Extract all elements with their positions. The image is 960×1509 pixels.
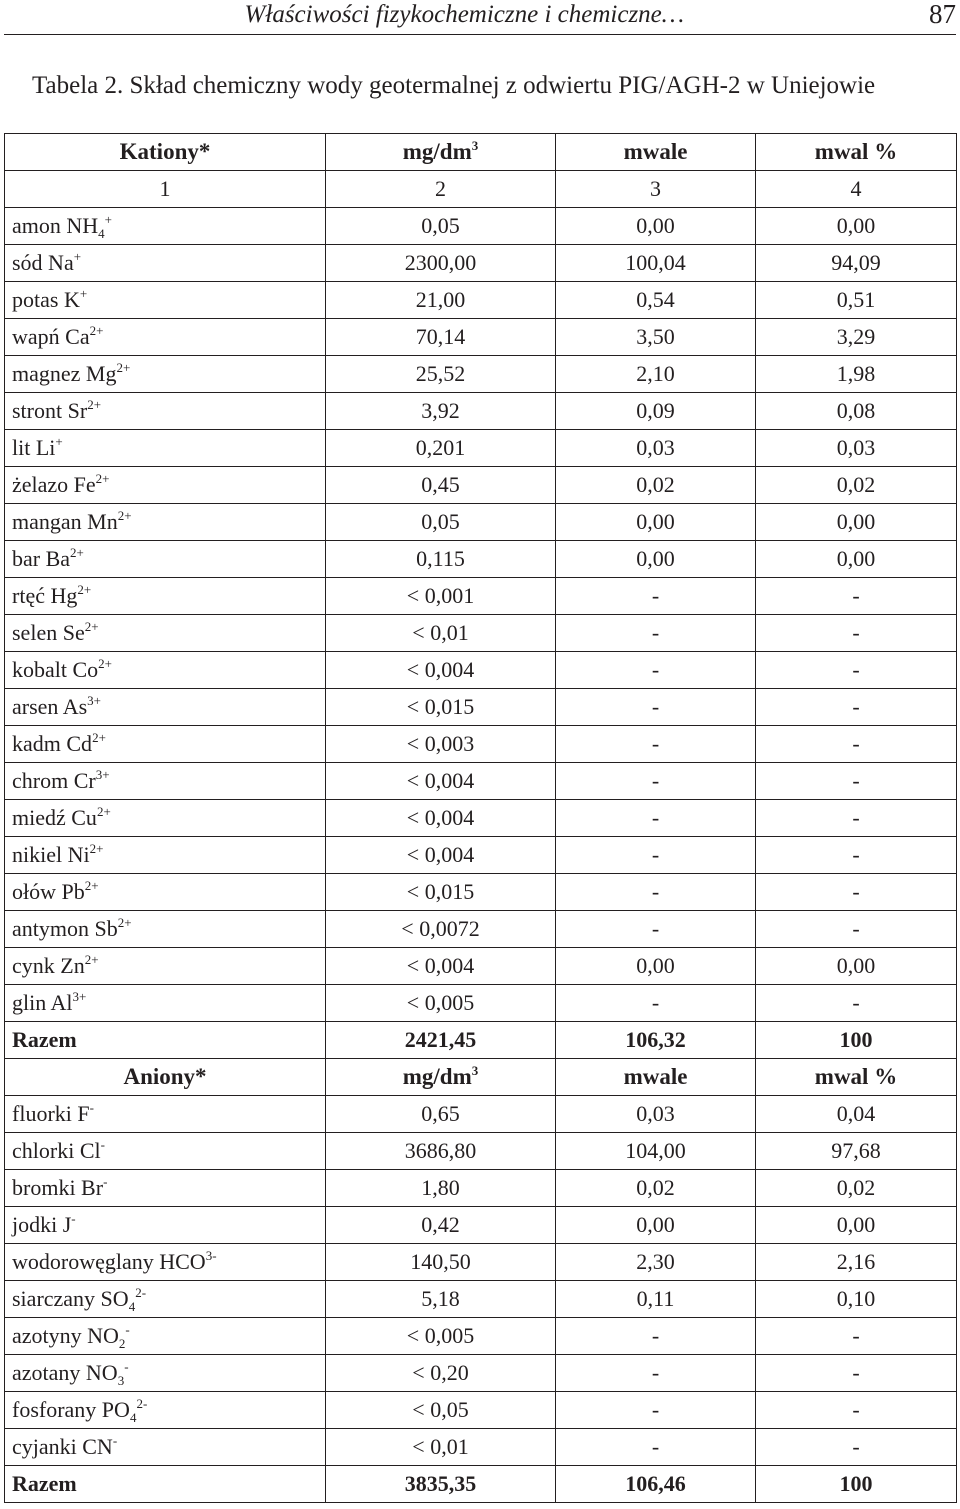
ion-subscript: 2	[118, 1336, 126, 1351]
mwal-percent-value: -	[756, 1392, 957, 1429]
mg-value: < 0,01	[326, 1429, 556, 1466]
column-number: 2	[326, 171, 556, 208]
ion-name-cell	[5, 1244, 326, 1281]
ion-name-cell	[5, 393, 326, 430]
ion-charge: 3-	[205, 1248, 217, 1263]
mg-value: < 0,05	[326, 1392, 556, 1429]
ion-name: żelazo Fe	[12, 472, 96, 497]
ion-charge: 2+	[117, 915, 132, 930]
anions-total-row	[5, 1466, 957, 1503]
ion-name-cell	[5, 282, 326, 319]
column-number-row	[5, 171, 957, 208]
mwal-percent-value: -	[756, 837, 957, 874]
ion-charge: -	[125, 1322, 130, 1337]
ion-name: lit Li	[12, 435, 56, 460]
chemical-composition-table	[4, 133, 957, 1503]
ion-name: siarczany SO	[12, 1286, 129, 1311]
table-row	[5, 282, 957, 319]
ion-charge: 2+	[117, 508, 132, 523]
ion-name: glin Al	[12, 990, 73, 1015]
cations-header-row	[5, 134, 957, 171]
ion-name-cell	[5, 356, 326, 393]
ion-charge: 2+	[84, 952, 99, 967]
total-mg: 2421,45	[326, 1022, 556, 1059]
table-body	[5, 134, 957, 1503]
ion-name: wapń Ca	[12, 324, 90, 349]
ion-name-cell	[5, 578, 326, 615]
ion-name: mangan Mn	[12, 509, 118, 534]
table-row	[5, 615, 957, 652]
total-mwale: 106,46	[556, 1466, 756, 1503]
ion-name: chrom Cr	[12, 768, 96, 793]
page-number: 87	[929, 0, 956, 29]
mwal-percent-value: 2,16	[756, 1244, 957, 1281]
ion-name-cell	[5, 208, 326, 245]
table-row	[5, 948, 957, 985]
ion-name-cell	[5, 1355, 326, 1392]
ion-name-cell	[5, 1392, 326, 1429]
mwal-percent-value: 0,00	[756, 208, 957, 245]
ion-name: rtęć Hg	[12, 583, 78, 608]
mwal-percent-header: mwal %	[756, 134, 957, 171]
ion-charge: -	[103, 1174, 108, 1189]
ion-charge: -	[71, 1211, 76, 1226]
table-caption: Tabela 2. Skład chemiczny wody geotermalnej z odwiertu PIG/AGH-2 w Uniejowie	[32, 72, 876, 99]
ion-name: arsen As	[12, 694, 88, 719]
mg-header-label: mg/dm	[402, 139, 472, 164]
mwale-value: 0,03	[556, 1096, 756, 1133]
ion-name-cell	[5, 837, 326, 874]
ion-name-cell	[5, 541, 326, 578]
ion-charge: 2+	[92, 730, 106, 745]
anions-header-row	[5, 1059, 957, 1096]
mg-header-exponent: 3	[471, 1063, 479, 1078]
mwale-header: mwale	[556, 1059, 756, 1096]
mwal-percent-value: 0,03	[756, 430, 957, 467]
ion-name-cell	[5, 689, 326, 726]
mwal-percent-value: 0,08	[756, 393, 957, 430]
ion-name: amon NH	[12, 213, 99, 238]
ion-charge: 2+	[84, 878, 99, 893]
mg-value: 0,65	[326, 1096, 556, 1133]
mg-value: 0,201	[326, 430, 556, 467]
table-row	[5, 837, 957, 874]
mwale-value: 3,50	[556, 319, 756, 356]
ion-name: nikiel Ni	[12, 842, 90, 867]
mwale-value: -	[556, 800, 756, 837]
table-row	[5, 985, 957, 1022]
mg-value: < 0,004	[326, 652, 556, 689]
mg-header-label: mg/dm	[402, 1064, 472, 1089]
ion-name: azotyny NO	[12, 1323, 119, 1348]
table-row	[5, 1429, 957, 1466]
table-row	[5, 245, 957, 282]
mg-value: 3686,80	[326, 1133, 556, 1170]
mwale-value: -	[556, 1429, 756, 1466]
mg-value: 2300,00	[326, 245, 556, 282]
ion-name-cell	[5, 1207, 326, 1244]
mwale-value: -	[556, 578, 756, 615]
ion-charge: +	[79, 286, 88, 301]
ion-subscript: 4	[128, 1299, 136, 1314]
mwal-percent-value: 0,00	[756, 948, 957, 985]
mwal-percent-value: 97,68	[756, 1133, 957, 1170]
table-row	[5, 726, 957, 763]
mg-value: < 0,003	[326, 726, 556, 763]
ion-name-cell	[5, 1318, 326, 1355]
table-row	[5, 208, 957, 245]
ion-name: stront Sr	[12, 398, 88, 423]
column-number: 4	[756, 171, 957, 208]
mwal-percent-value: -	[756, 800, 957, 837]
ion-name-cell	[5, 245, 326, 282]
mwal-percent-value: -	[756, 689, 957, 726]
mg-value: 0,05	[326, 208, 556, 245]
ion-charge: 2+	[95, 471, 110, 486]
ion-name: magnez Mg	[12, 361, 117, 386]
mwale-header: mwale	[556, 134, 756, 171]
mg-value: < 0,015	[326, 874, 556, 911]
mwale-value: -	[556, 652, 756, 689]
mwale-value: -	[556, 985, 756, 1022]
ion-name-cell	[5, 1096, 326, 1133]
ion-name: cyjanki CN	[12, 1434, 113, 1459]
total-label: Razem	[5, 1466, 326, 1503]
mwal-percent-value: -	[756, 615, 957, 652]
mg-value: 21,00	[326, 282, 556, 319]
mwal-percent-value: -	[756, 578, 957, 615]
table-row	[5, 393, 957, 430]
cations-header: Kationy*	[5, 134, 326, 171]
running-title: Właściwości fizykochemiczne i chemiczne…	[244, 1, 684, 28]
column-number: 1	[5, 171, 326, 208]
mwale-value: -	[556, 1392, 756, 1429]
ion-charge: -	[89, 1100, 94, 1115]
table-row	[5, 1318, 957, 1355]
mwale-value: -	[556, 615, 756, 652]
mwal-percent-value: 94,09	[756, 245, 957, 282]
total-mwal-percent: 100	[756, 1022, 957, 1059]
ion-charge: 2+	[84, 619, 99, 634]
mwal-percent-value: -	[756, 874, 957, 911]
mwal-percent-value: 0,10	[756, 1281, 957, 1318]
mwale-value: 0,03	[556, 430, 756, 467]
mwal-percent-value: -	[756, 726, 957, 763]
ion-name: kadm Cd	[12, 731, 93, 756]
ion-charge: -	[112, 1433, 118, 1448]
mg-value: < 0,004	[326, 763, 556, 800]
ion-subscript: 4	[129, 1410, 137, 1425]
mg-header	[326, 1059, 556, 1096]
mwale-value: -	[556, 837, 756, 874]
ion-name-cell	[5, 1429, 326, 1466]
ion-subscript: 3	[117, 1373, 125, 1388]
ion-name: kobalt Co	[12, 657, 99, 682]
ion-name-cell	[5, 874, 326, 911]
ion-charge: 2+	[89, 323, 104, 338]
mg-value: < 0,015	[326, 689, 556, 726]
mwale-value: 0,02	[556, 1170, 756, 1207]
mwale-value: -	[556, 874, 756, 911]
ion-subscript: 4	[98, 226, 105, 241]
ion-name: jodki J	[12, 1212, 72, 1237]
ion-name-cell	[5, 615, 326, 652]
ion-charge: +	[55, 434, 63, 449]
table-row	[5, 319, 957, 356]
mwale-value: -	[556, 726, 756, 763]
ion-charge: +	[104, 212, 112, 227]
ion-name: cynk Zn	[12, 953, 85, 978]
mwal-percent-value: 0,00	[756, 1207, 957, 1244]
mwale-value: -	[556, 689, 756, 726]
ion-name: azotany NO	[12, 1360, 118, 1385]
mwale-value: 0,00	[556, 208, 756, 245]
mwal-percent-value: -	[756, 763, 957, 800]
ion-charge: 2+	[116, 360, 131, 375]
table-row	[5, 1244, 957, 1281]
total-mwale: 106,32	[556, 1022, 756, 1059]
cations-total-row	[5, 1022, 957, 1059]
ion-name: sód Na	[12, 250, 74, 275]
anions-header: Aniony*	[5, 1059, 326, 1096]
mg-value: 70,14	[326, 319, 556, 356]
mwal-percent-value: -	[756, 985, 957, 1022]
mg-value: < 0,001	[326, 578, 556, 615]
mwal-percent-value: 0,00	[756, 504, 957, 541]
running-header	[4, 0, 956, 35]
mg-value: < 0,01	[326, 615, 556, 652]
table-row	[5, 1096, 957, 1133]
mwale-value: 0,00	[556, 948, 756, 985]
ion-name-cell	[5, 948, 326, 985]
mwal-percent-value: -	[756, 1355, 957, 1392]
ion-charge: 3+	[95, 767, 110, 782]
mwale-value: 2,10	[556, 356, 756, 393]
mg-header-exponent: 3	[471, 138, 479, 153]
table-row	[5, 1207, 957, 1244]
mwal-percent-value: 0,00	[756, 541, 957, 578]
mwal-percent-value: -	[756, 1429, 957, 1466]
ion-name: bromki Br	[12, 1175, 104, 1200]
mg-value: 0,42	[326, 1207, 556, 1244]
ion-name-cell	[5, 504, 326, 541]
ion-charge: 2+	[87, 397, 102, 412]
mg-value: 140,50	[326, 1244, 556, 1281]
mg-value: 5,18	[326, 1281, 556, 1318]
mwale-value: 0,00	[556, 541, 756, 578]
ion-name-cell	[5, 1170, 326, 1207]
mg-value: < 0,0072	[326, 911, 556, 948]
table-row	[5, 541, 957, 578]
ion-name: bar Ba	[12, 546, 71, 571]
ion-charge: -	[124, 1359, 129, 1374]
mg-value: 3,92	[326, 393, 556, 430]
ion-charge: 2+	[98, 656, 113, 671]
ion-name: chlorki Cl	[12, 1138, 101, 1163]
ion-name-cell	[5, 467, 326, 504]
mwale-value: -	[556, 911, 756, 948]
mg-value: 0,115	[326, 541, 556, 578]
ion-charge: 2+	[89, 841, 104, 856]
ion-name-cell	[5, 652, 326, 689]
mwal-percent-value: 3,29	[756, 319, 957, 356]
mwal-percent-value: -	[756, 911, 957, 948]
ion-name-cell	[5, 1281, 326, 1318]
table-row	[5, 504, 957, 541]
table-row	[5, 578, 957, 615]
ion-name: fluorki F	[12, 1101, 90, 1126]
table-row	[5, 1281, 957, 1318]
total-label: Razem	[5, 1022, 326, 1059]
mwale-value: 0,54	[556, 282, 756, 319]
mwal-percent-value: 1,98	[756, 356, 957, 393]
table-row	[5, 763, 957, 800]
ion-name: antymon Sb	[12, 916, 118, 941]
mg-header	[326, 134, 556, 171]
table-row	[5, 430, 957, 467]
table-row	[5, 874, 957, 911]
column-number: 3	[556, 171, 756, 208]
ion-name: miedź Cu	[12, 805, 97, 830]
mwale-value: -	[556, 763, 756, 800]
ion-charge: 3+	[87, 693, 101, 708]
mg-value: 0,45	[326, 467, 556, 504]
mg-value: < 0,004	[326, 837, 556, 874]
mg-value: 0,05	[326, 504, 556, 541]
mwale-value: 0,02	[556, 467, 756, 504]
ion-name: wodorowęglany HCO	[12, 1249, 206, 1274]
ion-name-cell	[5, 763, 326, 800]
ion-name-cell	[5, 911, 326, 948]
ion-name-cell	[5, 1133, 326, 1170]
table-row	[5, 1133, 957, 1170]
ion-name-cell	[5, 319, 326, 356]
mwal-percent-value: -	[756, 652, 957, 689]
ion-name: ołów Pb	[12, 879, 85, 904]
table-row	[5, 467, 957, 504]
mg-value: < 0,005	[326, 985, 556, 1022]
ion-name-cell	[5, 800, 326, 837]
mwale-value: 0,00	[556, 504, 756, 541]
mwale-value: -	[556, 1355, 756, 1392]
mwal-percent-value: 0,51	[756, 282, 957, 319]
ion-charge: +	[73, 249, 82, 264]
mg-value: < 0,004	[326, 948, 556, 985]
table-row	[5, 689, 957, 726]
mwale-value: 0,11	[556, 1281, 756, 1318]
table-row	[5, 1392, 957, 1429]
table-row	[5, 911, 957, 948]
ion-name-cell	[5, 430, 326, 467]
table-row	[5, 1170, 957, 1207]
ion-name-cell	[5, 726, 326, 763]
total-mg: 3835,35	[326, 1466, 556, 1503]
mg-value: 25,52	[326, 356, 556, 393]
ion-charge: 3+	[72, 989, 87, 1004]
mwale-value: 0,00	[556, 1207, 756, 1244]
mg-value: < 0,004	[326, 800, 556, 837]
mwale-value: -	[556, 1318, 756, 1355]
ion-charge: -	[100, 1137, 105, 1152]
mwal-percent-value: -	[756, 1318, 957, 1355]
mg-value: < 0,20	[326, 1355, 556, 1392]
ion-charge: 2+	[70, 545, 84, 560]
ion-name: potas K	[12, 287, 80, 312]
mg-value: 1,80	[326, 1170, 556, 1207]
ion-name-cell	[5, 985, 326, 1022]
mwale-value: 2,30	[556, 1244, 756, 1281]
ion-charge: 2+	[77, 582, 92, 597]
ion-name: selen Se	[12, 620, 85, 645]
mwale-value: 100,04	[556, 245, 756, 282]
mwal-percent-value: 0,04	[756, 1096, 957, 1133]
ion-name: fosforany PO	[12, 1397, 130, 1422]
mwale-value: 0,09	[556, 393, 756, 430]
table-row	[5, 800, 957, 837]
ion-charge: 2-	[136, 1396, 148, 1411]
total-mwal-percent: 100	[756, 1466, 957, 1503]
ion-charge: 2+	[96, 804, 111, 819]
mwale-value: 104,00	[556, 1133, 756, 1170]
ion-charge: 2-	[135, 1285, 147, 1300]
mwal-percent-header: mwal %	[756, 1059, 957, 1096]
table-row	[5, 1355, 957, 1392]
table-row	[5, 356, 957, 393]
mwal-percent-value: 0,02	[756, 1170, 957, 1207]
mg-value: < 0,005	[326, 1318, 556, 1355]
mwal-percent-value: 0,02	[756, 467, 957, 504]
table-row	[5, 652, 957, 689]
